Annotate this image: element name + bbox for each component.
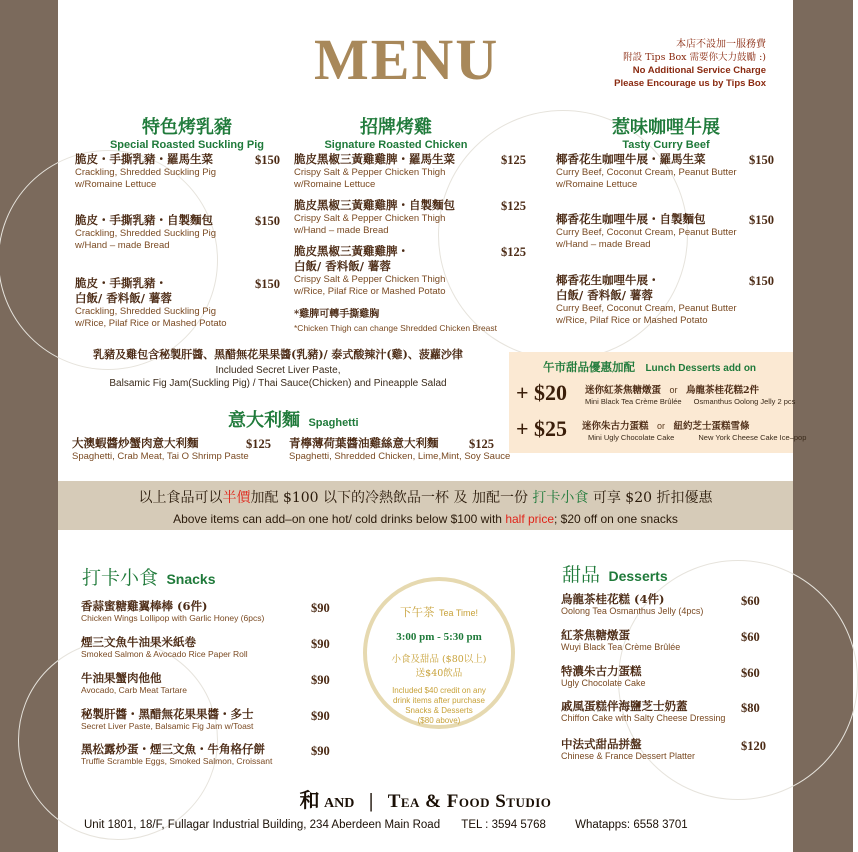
service-notice xyxy=(614,38,766,90)
teatime-en-2: drink items after purchase xyxy=(392,696,486,705)
promo-en-half: half price xyxy=(505,512,555,526)
item-price: $60 xyxy=(741,666,760,680)
item-desc: w/Rice, Pilaf Rice or Mashed Potato xyxy=(556,315,708,326)
menu-item xyxy=(75,276,227,330)
addon-b-en: New York Cheese Cake Ice–pop xyxy=(698,433,807,442)
teatime-hours: 3:00 pm - 5:30 pm xyxy=(396,631,482,643)
teatime-en-4: ($80 above) xyxy=(417,716,461,725)
item-name-cn: 秘製肝醬・黑醋無花果果醬・多士 xyxy=(81,707,254,721)
pig-section-header xyxy=(92,113,282,151)
item-name-cn: 戚風蛋糕伴海鹽芝士奶蓋 xyxy=(561,699,688,713)
item-desc: Wuyi Black Tea Crème Brûlée xyxy=(561,642,681,652)
sauces-cn: 乳豬及雞包含秘製肝醬、黑醋無花果果醬(乳豬)/ 泰式酸辣汁(雞)、菠蘿沙律 xyxy=(93,348,463,361)
item-name-cn: 脆皮・手撕乳豬・自製麵包 xyxy=(75,213,213,227)
snacks-section-header xyxy=(82,563,216,590)
item-desc: Chicken Wings Lollipop with Garlic Honey (6pcs) xyxy=(81,613,265,623)
item-price: $60 xyxy=(741,594,760,608)
item-desc: w/Hand – made Bread xyxy=(294,225,389,236)
item-desc: Secret Liver Paste, Balsamic Fig Jam w/Toast xyxy=(81,721,254,731)
section-title-en: Tasty Curry Beef xyxy=(622,139,710,151)
menu-item xyxy=(294,152,455,191)
addon-price: + $25 xyxy=(516,416,568,441)
item-price: $125 xyxy=(501,153,526,167)
item-price: $150 xyxy=(749,274,774,288)
item-name-cn: 黑松露炒蛋・煙三文魚・牛角格仔餅 xyxy=(81,742,265,756)
item-name-cn: 煙三文魚牛油果米紙卷 xyxy=(81,635,196,649)
section-title-cn: 意大利麵 xyxy=(228,410,300,431)
item-desc: w/Rice, Pilaf Rice or Mashed Potato xyxy=(294,286,446,297)
item-price: $125 xyxy=(469,437,494,451)
brand-separator: | xyxy=(368,790,374,812)
brand-logo xyxy=(58,784,793,813)
item-desc: Curry Beef, Coconut Cream, Peanut Butter xyxy=(556,167,737,178)
item-name-cn: 脆皮・手撕乳豬・羅馬生菜 xyxy=(75,152,213,166)
item-name-cn: 香蒜蜜糖雞翼棒棒 (6件) xyxy=(81,599,208,613)
item-desc: w/Romaine Lettuce xyxy=(75,179,157,190)
item-desc: Crispy Salt & Pepper Chicken Thigh xyxy=(294,213,446,224)
section-title-cn: 甜品 xyxy=(562,564,601,586)
promo-text: 以上食品可以 xyxy=(138,490,223,506)
item-price: $90 xyxy=(311,709,330,723)
section-title-en: Special Roasted Suckling Pig xyxy=(109,139,265,151)
menu-item xyxy=(75,213,216,252)
item-desc: Crispy Salt & Pepper Chicken Thigh xyxy=(294,167,446,178)
item-desc: Chinese & France Dessert Platter xyxy=(561,751,696,761)
menu-item xyxy=(81,636,248,659)
menu-item xyxy=(561,629,680,653)
item-name-cn: 牛油果蟹肉他他 xyxy=(81,671,162,685)
brand-and: AND xyxy=(324,796,355,811)
item-desc: Crackling, Shredded Suckling Pig xyxy=(75,167,216,178)
whatsapp-label: Whatapps: xyxy=(575,819,631,831)
teatime-en-1: Included $40 credit on any xyxy=(392,686,486,695)
address: Unit 1801, 18/F, Fullagar Industrial Building, 234 Aberdeen Main Road xyxy=(84,819,441,831)
menu-item xyxy=(75,152,216,191)
item-desc: Crispy Salt & Pepper Chicken Thigh xyxy=(294,274,446,285)
item-desc: Crackling, Shredded Suckling Pig xyxy=(75,228,216,239)
chicken-note xyxy=(294,307,497,334)
item-name-cn: 白飯/ 香料飯/ 薯蓉 xyxy=(75,291,172,305)
item-price: $90 xyxy=(311,744,330,758)
item-price: $90 xyxy=(311,673,330,687)
promo-en xyxy=(58,512,793,526)
item-desc: Curry Beef, Coconut Cream, Peanut Butter xyxy=(556,303,737,314)
teatime-en-3: Snacks & Desserts xyxy=(405,706,473,715)
teatime-cn-1: 小食及甜品 ($80以上) xyxy=(391,654,487,665)
menu-item xyxy=(561,665,646,689)
contact-line xyxy=(84,819,688,831)
section-title-en: Desserts xyxy=(608,568,668,584)
menu-title: MENU xyxy=(314,27,500,92)
menu-item xyxy=(294,198,455,237)
addon-b-cn: 紐約芝士蛋糕雪條 xyxy=(673,421,750,432)
item-desc: Crackling, Shredded Suckling Pig xyxy=(75,306,216,317)
promo-half-price: 半價 xyxy=(222,490,251,506)
item-price: $125 xyxy=(501,199,526,213)
teatime-title-cn: 下午茶 xyxy=(400,605,435,619)
item-desc: Spaghetti, Shredded Chicken, Lime,Mint, Soy Sauce xyxy=(289,451,511,462)
section-title-cn: 招牌烤雞 xyxy=(360,117,432,138)
item-name-cn: 椰香花生咖哩牛展・ xyxy=(556,273,660,287)
item-desc: Smoked Salmon & Avocado Rice Paper Roll xyxy=(81,649,248,659)
menu-item xyxy=(556,273,737,327)
item-price: $150 xyxy=(255,214,280,228)
item-price: $90 xyxy=(311,637,330,651)
sauces-en-2: Balsamic Fig Jam(Suckling Pig) / Thai Sauce(Chicken) and Pineapple Salad xyxy=(109,378,447,389)
item-name-cn: 青檸薄荷葉醬油雞絲意大利麵 xyxy=(289,436,439,450)
item-price: $150 xyxy=(749,153,774,167)
item-desc: Ugly Chocolate Cake xyxy=(561,678,646,688)
item-name-cn: 脆皮黑椒三黃雞雞脾・自製麵包 xyxy=(294,198,455,212)
item-desc: w/Romaine Lettuce xyxy=(294,179,376,190)
item-desc: w/Romaine Lettuce xyxy=(556,179,638,190)
item-price: $125 xyxy=(501,245,526,259)
chicken-section-header xyxy=(306,113,486,151)
menu-item xyxy=(72,436,249,463)
menu-item xyxy=(81,708,254,731)
sauces-note xyxy=(58,347,498,390)
spaghetti-section-header xyxy=(228,406,359,432)
item-price: $150 xyxy=(255,277,280,291)
teatime-cn-2: 送$40飲品 xyxy=(415,668,463,679)
item-desc: Curry Beef, Coconut Cream, Peanut Butter xyxy=(556,227,737,238)
item-desc: w/Rice, Pilaf Rice or Mashed Potato xyxy=(75,318,227,329)
menu-item xyxy=(81,672,187,695)
notice-cn-1: 本店不設加一服務費 xyxy=(676,39,766,50)
menu-item xyxy=(81,743,272,766)
menu-item xyxy=(561,700,725,724)
item-price: $60 xyxy=(741,630,760,644)
item-price: $150 xyxy=(255,153,280,167)
desserts-section-header xyxy=(562,560,668,587)
addon-a-en: Mini Black Tea Crème Brûlée xyxy=(585,397,682,406)
lunch-title xyxy=(543,358,756,376)
section-title-cn: 特色烤乳豬 xyxy=(142,117,232,138)
item-price: $125 xyxy=(246,437,271,451)
section-title-cn: 打卡小食 xyxy=(82,567,159,589)
item-name-cn: 脆皮・手撕乳豬・ xyxy=(75,276,167,290)
promo-cn xyxy=(58,487,793,507)
notice-en-2: Please Encourage us by Tips Box xyxy=(614,78,766,89)
item-name-cn: 脆皮黑椒三黃雞雞脾・羅馬生菜 xyxy=(294,152,455,166)
item-name-cn: 白飯/ 香料飯/ 薯蓉 xyxy=(294,259,391,273)
item-name-cn: 大澳蝦醬炒蟹肉意大利麵 xyxy=(72,436,199,450)
notice-en-1: No Additional Service Charge xyxy=(632,65,766,76)
item-desc: Avocado, Carb Meat Tartare xyxy=(81,685,187,695)
note-en: *Chicken Thigh can change Shredded Chicken Breast xyxy=(294,323,498,333)
promo-text: 可享 $20 折扣優惠 xyxy=(592,490,713,506)
item-desc: Spaghetti, Crab Meat, Tai O Shrimp Paste xyxy=(72,451,249,462)
item-name-cn: 白飯/ 香料飯/ 薯蓉 xyxy=(556,288,653,302)
addon-a-en: Mini Ugly Chocolate Cake xyxy=(588,433,675,442)
item-name-cn: 椰香花生咖哩牛展・自製麵包 xyxy=(556,212,706,226)
item-price: $120 xyxy=(741,739,766,753)
brand-cn: 和 xyxy=(299,788,320,812)
curry-section-header xyxy=(586,113,746,151)
menu-page xyxy=(58,0,807,852)
lunch-title-cn: 午市甜品優惠加配 xyxy=(543,360,635,374)
menu-item xyxy=(294,244,446,298)
item-desc: Oolong Tea Osmanthus Jelly (4pcs) xyxy=(561,606,704,616)
section-title-en: Signature Roasted Chicken xyxy=(324,139,468,151)
brand-en: Tea & Food Studio xyxy=(387,791,552,812)
menu-item xyxy=(561,738,695,762)
notice-cn-2: 附設 Tips Box 需要你大力鼓勵 :) xyxy=(623,52,766,63)
item-desc: Truffle Scramble Eggs, Smoked Salmon, Croissant xyxy=(81,756,273,766)
menu-item xyxy=(81,600,264,623)
item-name-cn: 脆皮黑椒三黃雞雞脾・ xyxy=(294,244,409,258)
menu-item xyxy=(561,593,703,617)
item-name-cn: 特濃朱古力蛋糕 xyxy=(561,664,642,678)
addon-a-cn: 迷你朱古力蛋糕 xyxy=(582,421,649,432)
addon-b-en: Osmanthus Oolong Jelly 2 pcs xyxy=(693,397,796,406)
sauces-en-1: Included Secret Liver Paste, xyxy=(215,365,341,376)
menu-item xyxy=(556,152,737,191)
item-price: $80 xyxy=(741,701,760,715)
item-name-cn: 中法式甜品拼盤 xyxy=(561,737,642,751)
whatsapp-number[interactable]: 6558 3701 xyxy=(633,819,688,831)
item-desc: w/Hand – made Bread xyxy=(75,240,170,251)
section-title-en: Spaghetti xyxy=(308,417,359,429)
addon-option xyxy=(585,383,795,407)
addon-a-cn: 迷你紅茶焦糖燉蛋 xyxy=(585,385,662,396)
promo-text: 加配 $100 以下的冷熱飲品一杯 及 加配一份 xyxy=(250,490,528,506)
addon-b-cn: 烏龍茶桂花糕2件 xyxy=(685,385,760,396)
section-title-en: Snacks xyxy=(166,571,216,587)
teatime-badge xyxy=(363,577,515,729)
addon-price: + $20 xyxy=(516,380,568,405)
item-price: $150 xyxy=(749,213,774,227)
menu-item xyxy=(556,212,737,251)
item-name-cn: 烏龍茶桂花糕 (4件) xyxy=(561,592,665,606)
promo-en-text: ; $20 off on one snacks xyxy=(554,512,678,526)
item-name-cn: 椰香花生咖哩牛展・羅馬生菜 xyxy=(556,152,706,166)
teatime-title-en: Tea Time! xyxy=(438,608,478,618)
item-desc: w/Hand – made Bread xyxy=(556,239,651,250)
tel-label: TEL : xyxy=(461,819,489,831)
promo-en-text: Above items can add–on one hot/ cold drinks below $100 with xyxy=(173,512,506,526)
note-cn: *雞脾可轉手撕雞胸 xyxy=(294,309,380,320)
lunch-title-en: Lunch Desserts add on xyxy=(645,363,757,374)
promo-snack: 打卡小食 xyxy=(532,490,589,506)
addon-option xyxy=(582,419,806,443)
item-desc: Chiffon Cake with Salty Cheese Dressing xyxy=(561,713,726,723)
addon-or: or xyxy=(669,385,678,395)
section-title-cn: 惹味咖哩牛展 xyxy=(612,117,720,138)
item-price: $90 xyxy=(311,601,330,615)
item-name-cn: 紅茶焦糖燉蛋 xyxy=(561,628,630,642)
tel-number[interactable]: 3594 5768 xyxy=(491,819,546,831)
addon-or: or xyxy=(656,421,665,431)
